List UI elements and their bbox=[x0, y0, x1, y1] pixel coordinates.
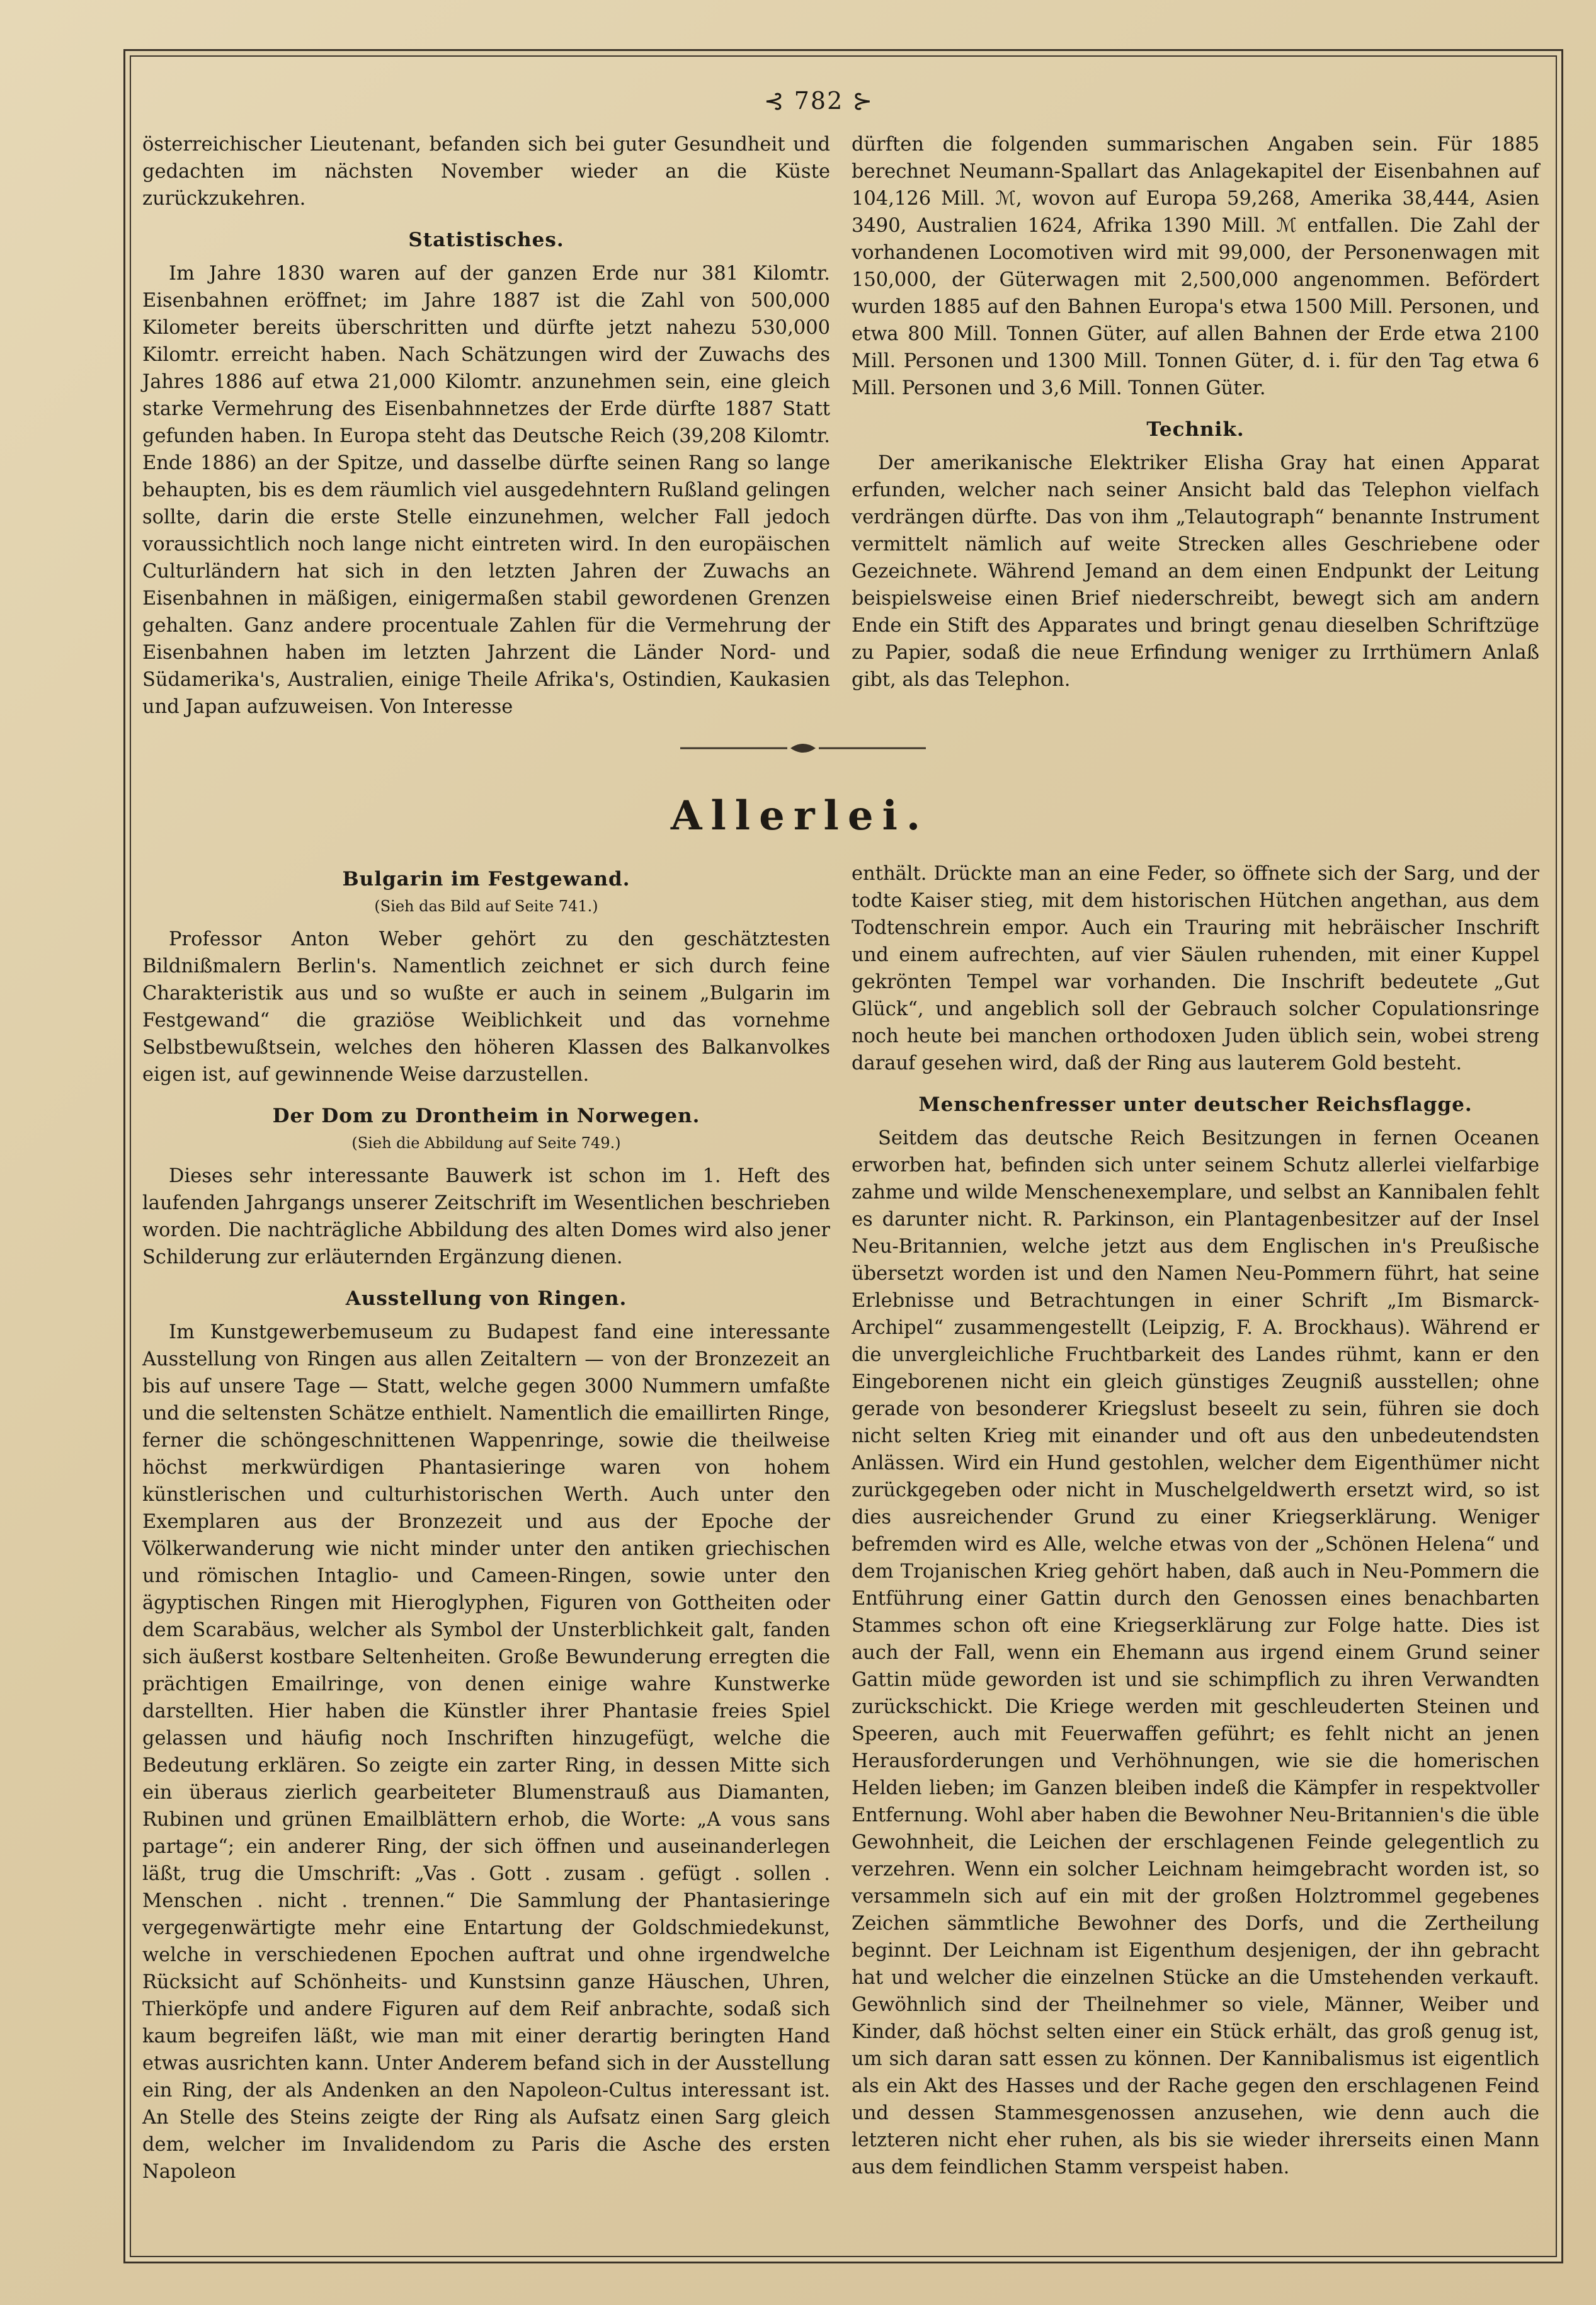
lower-right-column bbox=[852, 860, 1539, 2181]
menschenfresser-body: Seitdem das deutsche Reich Besitzungen in fernen Oceanen erworben hat, befinden sich unter seinem Schutz allerlei vielfarbige zahme und wilde Menschenexemplare, und selbst an Kannibalen fehlt es darunter nicht. R. Parkinson, ein Plantagenbesitzer auf der Insel Neu-Britannien, welche jetzt aus dem Englischen in's Preußische übersetzt worden ist und den Namen Neu-Pommern führt, hat seine Erlebnisse und Betrachtungen in einer Schrift „Im Bismarck-Archipel“ zusammengestellt (Leipzig, F. A. Brockhaus). Während er die unvergleichliche Fruchtbarkeit des Landes rühmt, kann er den Eingeborenen nicht ein gleich günstiges Zeugniß ausstellen; ohne gerade von besonderer Kriegslust beseelt zu sein, führen sie doch nicht selten Krieg mit einander und oft aus den unbedeutendsten Anlässen. Wird ein Hund gestohlen, welcher dem Eigenthümer nicht zurückgegeben oder nicht in Muschelgeldwerth ersetzt wird, so ist dies ausreichender Grund zu einer Kriegserklärung. Weniger befremden wird es Alle, welche etwas von der „Schönen Helena“ und dem Trojanischen Krieg gehört haben, daß auch in Neu-Pommern die Entführung einer Gattin durch den Genossen eines benachbarten Stammes schon oft eine Kriegserklärung zur Folge hatte. Dies ist auch der Fall, wenn ein Ehemann aus irgend einem Grund seiner Gattin müde geworden ist und sie schimpflich zu ihren Verwandten zurückschickt. Die Kriege werden mit geschleuderten Steinen und Speeren, auch mit Feuerwaffen geführt; es fehlt nicht an jenen Herausforderungen und Verhöhnungen, wie sie die homerischen Helden lieben; im Ganzen bleiben indeß die Kämpfer in respektvoller Entfernung. Wohl aber haben die Bewohner Neu-Britannien's die üble Gewohnheit, die Leichen der erschlagenen Feinde gelegentlich zu verzehren. Wenn ein solcher Leichnam heimgebracht worden ist, so versammeln sich auf ein mit der großen Holztrommel gegebenes Zeichen sämmtliche Bewohner des Dorfs, und die Zertheilung beginnt. Der Leichnam ist Eigenthum desjenigen, der ihn gebracht hat und welcher die einzelnen Stücke an die Umstehenden verkauft. Gewöhnlich sind der Theilnehmer so viele, Männer, Weiber und Kinder, daß höchst selten einer ein Stück erhält, das groß genug ist, um sich daran satt essen zu können. Der Kannibalismus ist eigentlich als ein Akt des Hasses und der Rache gegen den erschlagenen Feind und dessen Stammesgenossen anzusehen, wie denn auch die letzteren nicht eher ruhen, als bis sie wieder ihrerseits einen Mann aus dem feindlichen Stamm verspeist haben. bbox=[852, 1127, 1539, 2178]
heading-bulgarin: Bulgarin im Festgewand. bbox=[342, 868, 630, 891]
bulgarin-body: Professor Anton Weber gehört zu den geschätztesten Bildnißmalern Berlin's. Namentlich zeichnet er sich durch feine Charakteristik aus und so wußte er auch in seinem „Bulgarin im Festgewand“ die graziöse Weiblichkeit und das vornehme Selbstbewußtsein, welches den höheren Klassen des Balkanvolkes eigen ist, auf gewinnende Weise darzustellen. bbox=[142, 928, 830, 1086]
upper-left-column bbox=[142, 131, 830, 720]
heading-menschenfresser: Menschenfresser unter deutscher Reichsflagge. bbox=[918, 1093, 1473, 1116]
upper-right-column bbox=[852, 131, 1539, 693]
dom-drontheim-body: Dieses sehr interessante Bauwerk ist schon im 1. Heft des laufenden Jahrgangs unserer Zeitschrift im Wesentlichen beschrieben worden. Die nachträgliche Abbildung des alten Domes wird also jener Schilderung zur erläuternden Ergänzung dienen. bbox=[142, 1165, 830, 1268]
upper-left-intro: österreichischer Lieutenant, befanden sich bei guter Gesundheit und gedachten im nächsten November wieder an die Küste zurückzukehren. bbox=[142, 134, 830, 210]
note-dom-drontheim: (Sieh die Abbildung auf Seite 749.) bbox=[351, 1134, 621, 1152]
heading-dom-drontheim: Der Dom zu Drontheim in Norwegen. bbox=[272, 1105, 700, 1127]
statistisches-body: Im Jahre 1830 waren auf der ganzen Erde nur 381 Kilomtr. Eisenbahnen eröffnet; im Jahre 1887 ist die Zahl von 500,000 Kilometer bereits überschritten und dürfte jetzt nahezu 530,000 Kilomtr. erreicht haben. Nach Schätzungen wird der Zuwachs des Jahres 1886 auf etwa 21,000 Kilomtr. anzunehmen sein, eine gleich starke Vermehrung des Eisenbahnnetzes der Erde dürfte 1887 Statt gefunden haben. In Europa steht das Deutsche Reich (39,208 Kilomtr. Ende 1886) an der Spitze, und dasselbe dürfte seinen Rang so lange behaupten, bis es dem räumlich viel ausgedehntern Rußland gelingen sollte, darin die erste Stelle einzunehmen, welcher Fall jedoch voraussichtlich noch lange nicht eintreten wird. In den europäischen Culturländern hat sich in den letzten Jahren der Zuwachs an Eisenbahnen in mäßigen, einigermaßen stabil gewordenen Grenzen gehalten. Ganz andere procentuale Zahlen für die Vermehrung der Eisenbahnen haben im letzten Jahrzent die Länder Nord- und Südamerika's, Australien, einige Theile Afrika's, Ostindien, Kaukasien und Japan aufzuweisen. Von Interesse bbox=[142, 263, 830, 718]
page-number-value: 782 bbox=[794, 87, 844, 115]
upper-right-intro: dürften die folgenden summarischen Angaben sein. Für 1885 berechnet Neumann-Spallart das Anlagekapitel der Eisenbahnen auf 104,126 Mill. ℳ, wovon auf Europa 59,268, Amerika 38,444, Asien 3490, Australien 1624, Afrika 1390 Mill. ℳ entfallen. Die Zahl der vorhandenen Locomotiven wird mit 99,000, der Personenwagen mit 150,000, der Güterwagen mit 2,500,000 angenommen. Befördert wurden 1885 auf den Bahnen Europa's etwa 1500 Mill. Personen, und etwa 800 Mill. Tonnen Güter, auf allen Bahnen der Erde etwa 2100 Mill. Personen und 1300 Mill. Tonnen Güter, d. i. für den Tag etwa 6 Mill. Personen und 3,6 Mill. Tonnen Güter. bbox=[852, 134, 1539, 399]
ornament-right: ⊱ bbox=[843, 87, 874, 115]
section-title-allerlei: Allerlei. bbox=[670, 792, 930, 839]
heading-technik: Technik. bbox=[1146, 418, 1245, 441]
section-divider-ornament bbox=[680, 742, 926, 754]
ornament-left: ⊰ bbox=[763, 87, 794, 115]
technik-body: Der amerikanische Elektriker Elisha Gray hat einen Apparat erfunden, welcher nach seiner Ansicht bald das Telephon vielfach verdrängen dürfte. Das von ihm „Telautograph“ benannte Instrument vermittelt nämlich auf weite Strecken alles Geschriebene oder Gezeichnete. Während Jemand an dem einen Endpunkt der Leitung beispielsweise einen Brief niederschreibt, bewegt sich am andern Ende ein Stift des Apparates und bringt genau dieselben Schriftzüge zu Papier, sodaß die neue Erfindung weniger zu Irrthümern Anlaß gibt, als das Telephon. bbox=[852, 452, 1539, 691]
heading-statistisches: Statistisches. bbox=[408, 229, 564, 251]
ausstellung-ringe-body: Im Kunstgewerbemuseum zu Budapest fand eine interessante Ausstellung von Ringen aus allen Zeitaltern — von der Bronzezeit an bis auf unsere Tage — Statt, welche gegen 3000 Nummern umfaßte und die seltensten Schätze enthielt. Namentlich die emaillirten Ringe, ferner die schöngeschnittenen Wappenringe, sowie die theilweise höchst merkwürdigen Phantasieringe waren von hohem künstlerischen und culturhistorischen Werth. Auch unter den Exemplaren aus der Bronzezeit und aus der Epoche der Völkerwanderung wie nicht minder unter den antiken griechischen und römischen Intaglio- und Cameen-Ringen, sowie unter den ägyptischen Ringen mit Hieroglyphen, Figuren von Gottheiten oder dem Scarabäus, welcher als Symbol der Unsterblichkeit galt, fanden sich äußerst kostbare Seltenheiten. Große Bewunderung erregten die prächtigen Emailringe, von denen einige wahre Kunstwerke darstellten. Hier haben die Künstler ihrer Phantasie freies Spiel gelassen und häufig noch Inschriften hinzugefügt, welche die Bedeutung erklären. So zeigte ein zarter Ring, in dessen Mitte sich ein überaus zierlich gearbeiteter Blumenstrauß aus Diamanten, Rubinen und grünen Emailblättern erhob, die Worte: „A vous sans partage“; ein anderer Ring, der sich öffnen und auseinanderlegen läßt, trug die Umschrift: „Vas . Gott . zusam . gefügt . sollen . Menschen . nicht . trennen.“ Die Sammlung der Phantasieringe vergegenwärtigte mehr eine Entartung der Goldschmiedekunst, welche in verschiedenen Epochen auftrat und ohne irgendwelche Rücksicht auf Schönheits- und Kunstsinn ganze Häuschen, Uhren, Thierköpfe und andere Figuren auf dem Reif anbrachte, sodaß sich kaum begreifen läßt, wie man mit einer derartig beringten Hand etwas ausrichten kann. Unter Anderem befand sich in der Ausstellung ein Ring, der als Andenken an den Napoleon-Cultus interessant ist. An Stelle des Steins zeigte der Ring als Aufsatz einen Sarg gleich dem, welcher im Invalidendom zu Paris die Asche des ersten Napoleon bbox=[142, 1321, 830, 2183]
page-number bbox=[743, 87, 894, 115]
lower-left-column bbox=[142, 851, 830, 2185]
ring-continuation: enthält. Drückte man an eine Feder, so öffnete sich der Sarg, und der todte Kaiser stieg, mit dem historischen Hütchen angethan, aus dem Todtenschrein empor. Auch ein Trauring mit hebräischer Inschrift und einem aufrechten, auf vier Säulen ruhenden, mit einer Kuppel gekrönten Tempel war vorhanden. Die Inschrift bedeutete „Gut Glück“, und angeblich soll der Gebrauch solcher Copulationsringe noch heute bei manchen orthodoxen Juden üblich sein, wobei streng darauf gesehen wird, daß der Ring aus lauterem Gold besteht. bbox=[852, 863, 1539, 1074]
heading-ausstellung-ringe: Ausstellung von Ringen. bbox=[345, 1287, 627, 1310]
note-bulgarin: (Sieh das Bild auf Seite 741.) bbox=[374, 897, 598, 915]
